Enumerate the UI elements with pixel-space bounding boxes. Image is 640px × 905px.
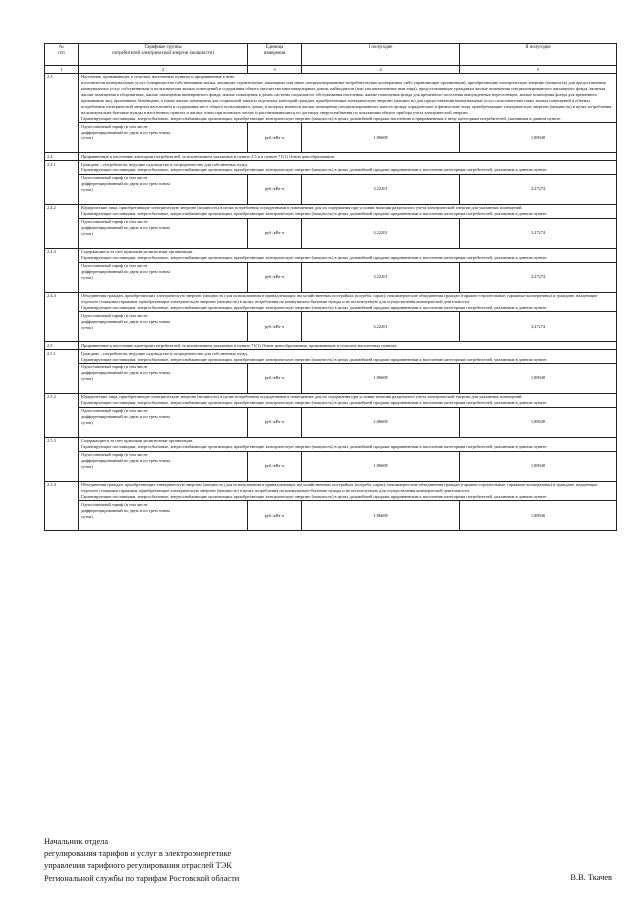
tariff-value-half-1: 1,86608 — [302, 407, 460, 437]
tariff-label: Одноставочный тариф (в том числе дифференцированный по двум и по трем зонам суток) — [79, 451, 248, 481]
tariff-value-half-2: 3,27274 — [460, 312, 617, 342]
col-number: 2 — [79, 66, 248, 74]
row-number: 2.5 — [45, 342, 79, 350]
tariff-label: Одноставочный тариф (в том числе дифференцированный по двум и по трем зонам суток) — [79, 174, 248, 204]
col-number: 3 — [248, 66, 302, 74]
col-number: 4 — [302, 66, 460, 74]
category-description: Население, проживающее в сельских населенных пунктах и приравненные к ним: исполнители коммунальных услуг (товарищества собственников жилья, жилищно-строительные, жилищные или иные специализированные потребительские кооперативы либо управляющие организации), приобретающие электрическую энергию (мощность) для предоставления коммунальных услуг собственникам и пользователям жилых помещений и содержания общего имущества многоквартирных домов; наймодатели (или уполномоченные ими лица), предоставляющие гражданам жилые помещения специализированного жилищного фонда, включая жилые помещения в общежитиях, жилые помещения маневренного фонда, жилые помещения в домах системы социального обслуживания населения, жилые помещения фонда для временного поселения вынужденных переселенцев, жилые помещения фонда для временного проживания лиц, признанных беженцами, а также жилые помещения для социальной защиты отдельных категорий граждан, приобретающие электрическую энергию (мощность) для предоставления коммунальных услуг пользователям таких жилых помещений в объемах потребления электрической энергии населением и содержания мест общего пользования в домах, в которых имеются жилые помещения специализированного жилого фонда; юридические и физические лица, приобретающие электрическую энергию (мощность) в целях потребления на коммунально-бытовые нужды в населенных пунктах и жилых зонах при воинских частях и рассчитывающиеся по договору энергоснабжения по показаниям общего прибора учета электрической энергии. Гарантирующие поставщики, энергосбытовые, энергоснабжающие организации, приобретающие электрическую энергию (мощность) в целях дальнейшей продажи населению и приравненным к нему категориям потребителей, указанным в данном пункте. — [79, 73, 617, 122]
tariff-table-body — [45, 44, 617, 531]
category-description: Содержащиеся за счет прихожан религиозные организации. Гарантирующие поставщики, энергосбытовые, энергоснабжающие организации, приобретающие электрическую энергию (мощность) в целях дальнейшей продажи приравненным к населению категориям потребителей, указанным в данном пункте. — [79, 248, 617, 262]
tariff-label: Одноставочный тариф (в том числе дифференцированный по двум и по трем зонам суток) — [79, 312, 248, 342]
tariff-row — [45, 262, 617, 292]
tariff-value-half-1: 3,22201 — [302, 174, 460, 204]
section-row — [45, 153, 617, 161]
tariff-unit: руб./кВт·ч — [248, 312, 302, 342]
tariff-label: Одноставочный тариф (в том числе дифференцированный по двум и по трем зонам суток) — [79, 123, 248, 153]
header-num: № п/п — [45, 44, 79, 66]
category-description: Граждане – потребители, ведущие садоводство и огородничество для собственных нужд. Гарантирующие поставщики, энергосбытовые, энергоснабжающие организации, приобретающие электрическую энергию (мощность) в целях дальнейшей продажи приравненным к населению категориям потребителей, указанным в данном пункте. — [79, 350, 617, 364]
category-description: Граждане – потребители, ведущие садоводство и огородничество для собственных нужд. Гарантирующие поставщики, энергосбытовые, энергоснабжающие организации, приобретающие электрическую энергию (мощность) в целях дальнейшей продажи приравненным к населению категориям потребителей, указанным в данном пункте. — [79, 161, 617, 175]
tariff-unit: руб./кВт·ч — [248, 123, 302, 153]
tariff-value-half-2: 1,88940 — [460, 407, 617, 437]
section-text: Приравненные к населению категории потребителей, за исключением указанных в пункте 71(1) Основ ценообразования, проживающие в сельских населенных пунктах: — [79, 342, 617, 350]
tariff-unit: руб./кВт·ч — [248, 174, 302, 204]
tariff-row — [45, 501, 617, 531]
tariff-label: Одноставочный тариф (в том числе дифференцированный по двум и по трем зонам суток) — [79, 218, 248, 248]
signatory-line: регулирования тарифов и услуг в электроэнергетике — [44, 849, 232, 859]
row-number: 2.4.1 — [45, 161, 79, 205]
tariff-value-half-1: 3,22201 — [302, 218, 460, 248]
category-row — [45, 73, 617, 122]
tariff-value-half-1: 3,22201 — [302, 262, 460, 292]
row-number: 2.4.4 — [45, 292, 79, 342]
tariff-row — [45, 123, 617, 153]
tariff-label: Одноставочный тариф (в том числе дифференцированный по двум и по трем зонам суток) — [79, 501, 248, 531]
tariff-unit: руб./кВт·ч — [248, 218, 302, 248]
column-number-row — [45, 66, 617, 74]
category-description: Объединения граждан, приобретающих электрическую энергию (мощность) для использования в принадлежащих им хозяйственных постройках (погреба, сараи); некоммерческие объединения граждан (гаражно-строительные, гаражные кооперативы) и граждане, владеющие отдельно стоящими гаражами, приобретающие электрическую энергию (мощность) в целях потребления на коммунально-бытовые нужды и не используемую для осуществления коммерческой деятельности. Гарантирующие поставщики, энергосбытовые, энергоснабжающие организации, приобретающие электрическую энергию (мощность) в целях дальнейшей продажи приравненным к населению категориям потребителей, указанным в данном пункте. — [79, 292, 617, 312]
category-row — [45, 248, 617, 262]
tariff-label: Одноставочный тариф (в том числе дифференцированный по двум и по трем зонам суток) — [79, 262, 248, 292]
header-half-1: I полугодие — [302, 44, 460, 66]
signatory-line: Региональной службы по тарифам Ростовской области — [44, 873, 240, 883]
col-number: 5 — [460, 66, 617, 74]
tariff-value-half-2: 1,88940 — [460, 501, 617, 531]
signatory-name: В.В. Ткачев — [570, 873, 612, 882]
tariff-value-half-1: 1,86608 — [302, 123, 460, 153]
row-number: 2.5.3 — [45, 437, 79, 481]
tariff-unit: руб./кВт·ч — [248, 363, 302, 393]
category-description: Содержащиеся за счет прихожан религиозные организации. Гарантирующие поставщики, энергосбытовые, энергоснабжающие организации, приобретающие электрическую энергию (мощность) в целях дальнейшей продажи приравненным к населению категориям потребителей, указанным в данном пункте. — [79, 437, 617, 451]
tariff-value-half-2: 3,27274 — [460, 174, 617, 204]
category-row — [45, 350, 617, 364]
col-number: 1 — [45, 66, 79, 74]
tariff-row — [45, 312, 617, 342]
tariff-unit: руб./кВт·ч — [248, 407, 302, 437]
section-row — [45, 342, 617, 350]
row-number: 2.3 — [45, 73, 79, 152]
row-number: 2.4.2 — [45, 204, 79, 248]
tariff-row — [45, 451, 617, 481]
row-number: 2.5.2 — [45, 393, 79, 437]
tariff-value-half-1: 1,86608 — [302, 501, 460, 531]
row-number: 2.4.3 — [45, 248, 79, 292]
tariff-row — [45, 407, 617, 437]
tariff-value-half-1: 3,22201 — [302, 312, 460, 342]
category-row — [45, 204, 617, 218]
tariff-row — [45, 174, 617, 204]
tariff-row — [45, 363, 617, 393]
tariff-unit: руб./кВт·ч — [248, 451, 302, 481]
tariff-unit: руб./кВт·ч — [248, 262, 302, 292]
signatory-title — [44, 836, 616, 885]
category-description: Объединения граждан, приобретающих электрическую энергию (мощность) для использования в принадлежащих им хозяйственных постройках (погреба, сараи); некоммерческие объединения граждан (гаражно-строительные, гаражные кооперативы) и граждане, владеющие отдельно стоящими гаражами, приобретающие электрическую энергию (мощность) в целях потребления на коммунально-бытовые нужды и не используемую для осуществления коммерческой деятельности. Гарантирующие поставщики, энергосбытовые, энергоснабжающие организации, приобретающие электрическую энергию (мощность) в целях дальнейшей продажи приравненным к населению категориям потребителей, указанным в данном пункте. — [79, 481, 617, 501]
row-number: 2.4 — [45, 153, 79, 161]
section-text: Приравненные к населению категории потребителей, за исключением указанных в пункте 2.5 и в пункте 71(1) Основ ценообразования: — [79, 153, 617, 161]
signatory-line: управления тарифного регулирования отраслей ТЭК — [44, 861, 232, 871]
tariff-value-half-2: 1,88940 — [460, 123, 617, 153]
tariff-value-half-2: 1,88940 — [460, 363, 617, 393]
row-number: 2.5.4 — [45, 481, 79, 531]
signatory-line: Начальник отдела — [44, 837, 109, 846]
tariff-value-half-2: 3,27274 — [460, 218, 617, 248]
table-header-row — [45, 44, 617, 66]
header-half-2: II полугодие — [460, 44, 617, 66]
category-row — [45, 161, 617, 175]
category-row — [45, 393, 617, 407]
category-row — [45, 437, 617, 451]
category-row — [45, 481, 617, 501]
header-group: Тарифные группы потребителей электрической энергии (мощности) — [79, 44, 248, 66]
category-description: Юридические лица, приобретающие электрическую энергию (мощность) в целях потребления осужденными в помещениях для их содержания при условии наличия раздельного учета электрической энергии для указанных помещений. Гарантирующие поставщики, энергосбытовые, энергоснабжающие организации, приобретающие электрическую энергию (мощность) в целях дальнейшей продажи приравненным к населению категориям потребителей, указанным в данном пункте. — [79, 393, 617, 407]
category-description: Юридические лица, приобретающие электрическую энергию (мощность) в целях потребления осужденными в помещениях для их содержания при условии наличия раздельного учета электрической энергии для указанных помещений. Гарантирующие поставщики, энергосбытовые, энергоснабжающие организации, приобретающие электрическую энергию (мощность) в целях дальнейшей продажи приравненным к населению категориям потребителей, указанным в данном пункте. — [79, 204, 617, 218]
tariff-value-half-1: 1,86608 — [302, 451, 460, 481]
category-row — [45, 292, 617, 312]
signature-block — [44, 836, 616, 885]
tariff-table — [44, 43, 617, 531]
tariff-value-half-1: 1,86608 — [302, 363, 460, 393]
tariff-label: Одноставочный тариф (в том числе дифференцированный по двум и по трем зонам суток) — [79, 363, 248, 393]
row-number: 2.5.1 — [45, 350, 79, 394]
tariff-value-half-2: 3,27274 — [460, 262, 617, 292]
tariff-unit: руб./кВт·ч — [248, 501, 302, 531]
tariff-value-half-2: 1,88940 — [460, 451, 617, 481]
tariff-row — [45, 218, 617, 248]
tariff-label: Одноставочный тариф (в том числе дифференцированный по двум и по трем зонам суток) — [79, 407, 248, 437]
header-unit: Единица измерения — [248, 44, 302, 66]
